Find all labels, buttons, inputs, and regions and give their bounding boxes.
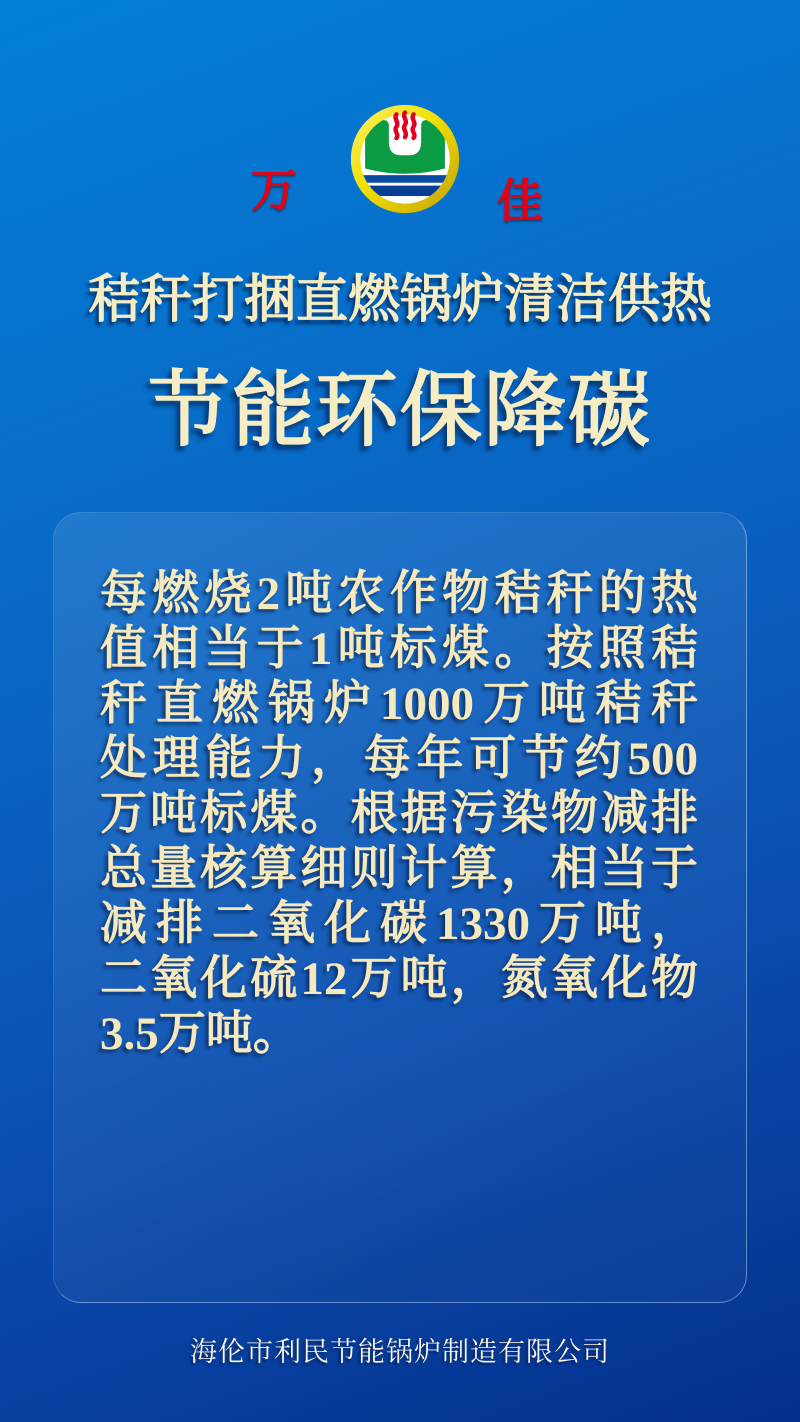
content-panel <box>53 512 747 1303</box>
body-text-line: 值相当于1吨标煤。按照秸 <box>100 623 698 675</box>
poster-subtitle: 节能环保降碳 <box>147 365 652 456</box>
company-name: 海伦市利民节能锅炉制造有限公司 <box>190 1337 610 1367</box>
logo-left-character: 万 <box>251 165 297 216</box>
logo-right-character: 佳 <box>497 176 543 227</box>
body-text-line: 每燃烧2吨农作物秸秆的热 <box>100 568 698 620</box>
body-text-line: 总量核算细则计算，相当于 <box>100 843 698 895</box>
company-logo-emblem <box>348 102 462 216</box>
poster-title: 秸秆打捆直燃锅炉清洁供热 <box>87 272 712 329</box>
body-text-line: 3.5万吨。 <box>100 1008 300 1060</box>
body-text-line: 处理能力，每年可节约500 <box>100 733 698 785</box>
body-text-line: 二氧化硫12万吨，氮氧化物 <box>100 953 698 1005</box>
body-text-line: 秆直燃锅炉1000万吨秸秆 <box>100 678 698 730</box>
body-text-line: 万吨标煤。根据污染物减排 <box>100 788 698 840</box>
body-text-line: 减排二氧化碳1330万吨， <box>100 898 698 950</box>
